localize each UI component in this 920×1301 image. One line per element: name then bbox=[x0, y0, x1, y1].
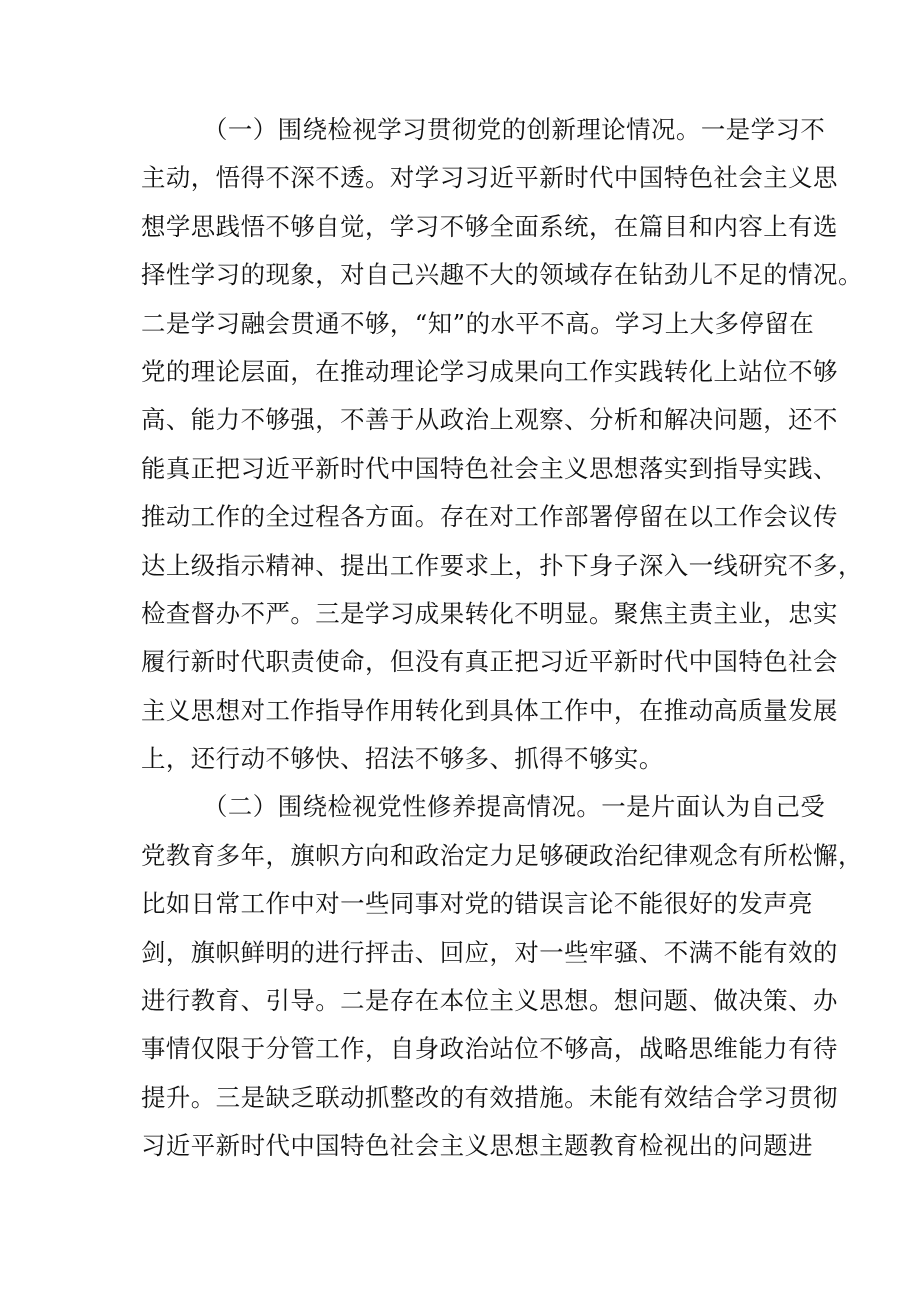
paragraph-1 bbox=[141, 106, 863, 783]
paragraph-line: 提升。三是缺乏联动抓整改的有效措施。未能有效结合学习贯彻 bbox=[141, 1082, 838, 1112]
paragraph-line: 习近平新时代中国特色社会主义思想主题教育检视出的问题进 bbox=[141, 1131, 814, 1161]
paragraph-line: 达上级指示精神、提出工作要求上，扑下身子深入一线研究不多， bbox=[141, 550, 863, 580]
paragraph-line: （一）围绕检视学习贯彻党的创新理论情况。一是学习不 bbox=[203, 115, 826, 144]
paragraph-line: 进行教育、引导。二是存在本位主义思想。想问题、做决策、办 bbox=[141, 986, 838, 1016]
paragraph-line: 推动工作的全过程各方面。存在对工作部署停留在以工作会议传 bbox=[141, 502, 838, 532]
paragraph-line: 上，还行动不够快、招法不够多、抓得不够实。 bbox=[141, 744, 664, 774]
paragraph-line: （二）围绕检视党性修养提高情况。一是片面认为自己受 bbox=[203, 792, 826, 822]
document-body bbox=[141, 106, 863, 1171]
paragraph-line: 党的理论层面，在推动理论学习成果向工作实践转化上站位不够 bbox=[141, 356, 838, 386]
paragraph-line: 二是学习融会贯通不够，“知”的水平不高。学习上大多停留在 bbox=[141, 308, 815, 338]
paragraph-2 bbox=[141, 783, 863, 1170]
paragraph-line: 能真正把习近平新时代中国特色社会主义思想落实到指导实践、 bbox=[141, 453, 838, 483]
paragraph-line: 履行新时代职责使命，但没有真正把习近平新时代中国特色社会 bbox=[141, 647, 838, 677]
paragraph-line: 比如日常工作中对一些同事对党的错误言论不能很好的发声亮 bbox=[141, 889, 814, 919]
paragraph-line: 剑，旗帜鲜明的进行抨击、回应，对一些牢骚、不满不能有效的 bbox=[141, 937, 838, 967]
paragraph-line: 择性学习的现象，对自己兴趣不大的领域存在钻劲儿不足的情况。 bbox=[141, 260, 863, 290]
paragraph-line: 高、能力不够强，不善于从政治上观察、分析和解决问题，还不 bbox=[141, 405, 838, 435]
paragraph-line: 党教育多年，旗帜方向和政治定力足够硬政治纪律观念有所松懈， bbox=[141, 840, 863, 870]
paragraph-line: 事情仅限于分管工作，自身政治站位不够高，战略思维能力有待 bbox=[141, 1034, 838, 1064]
paragraph-line: 检查督办不严。三是学习成果转化不明显。聚焦主责主业，忠实 bbox=[141, 598, 838, 628]
paragraph-line: 主动，悟得不深不透。对学习习近平新时代中国特色社会主义思 bbox=[141, 163, 838, 193]
paragraph-line: 想学思践悟不够自觉，学习不够全面系统，在篇目和内容上有选 bbox=[141, 211, 838, 241]
paragraph-line: 主义思想对工作指导作用转化到具体工作中，在推动高质量发展 bbox=[141, 695, 838, 725]
